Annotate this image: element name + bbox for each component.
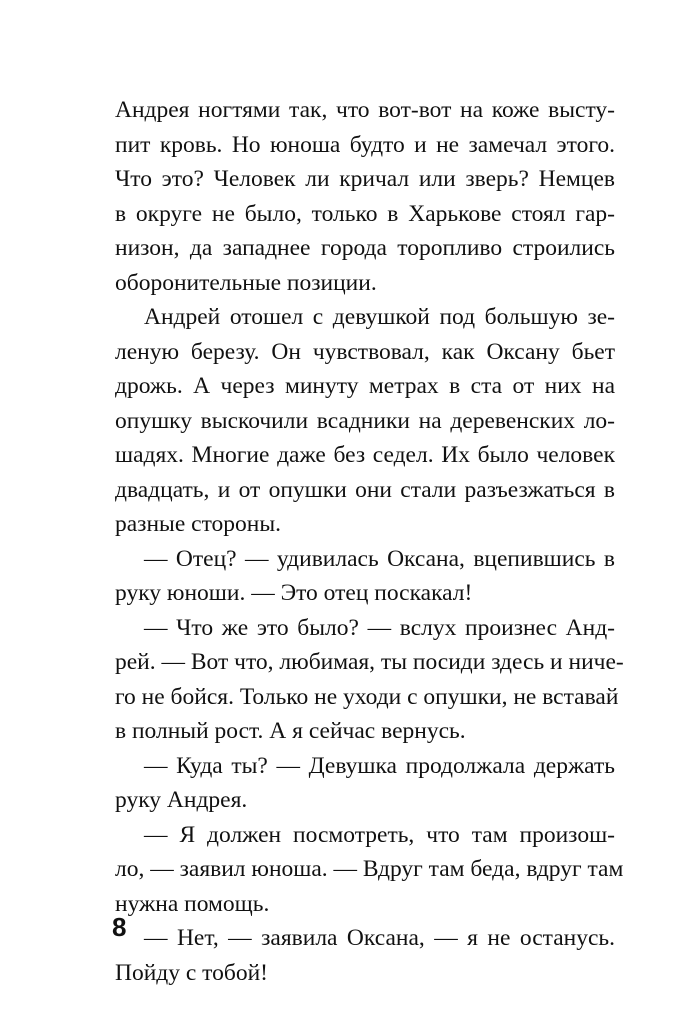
text-line: ло, — заявил юноша. — Вдруг там беда, вдруг там — [115, 856, 624, 882]
text-line: шадях. Многие даже без седел. Их было человек — [115, 442, 615, 468]
text-line: двадцать, и от опушки они стали разъезжаться в — [115, 476, 615, 503]
text-line: — Что же это было? — вслух произнес Анд- — [144, 614, 615, 641]
text-line: Что это? Человек ли кричал или зверь? Немцев — [115, 166, 615, 192]
text-line: — Куда ты? — Девушка продолжала держать — [144, 752, 615, 779]
text-line: руку юноши. — Это отец поскакал! — [115, 580, 473, 606]
text-line: разные стороны. — [115, 511, 282, 537]
body-text — [115, 93, 624, 990]
page-number: 8 — [112, 912, 127, 942]
text-line: — Отец? — удивилась Оксана, вцепившись в — [144, 545, 615, 572]
text-line: в полный рост. А я сейчас вернусь. — [115, 718, 466, 744]
text-line: дрожь. А через минуту метрах в ста от них на — [115, 373, 615, 399]
text-line: рей. — Вот что, любимая, ты посиди здесь и ниче- — [115, 649, 624, 675]
text-line: в округе не было, только в Харькове стоял гар- — [115, 200, 615, 227]
text-line: Пойду с тобой! — [115, 959, 269, 986]
text-line: опушку выскочили всадники на деревенских ло- — [115, 407, 615, 434]
text-line: оборонительные позиции. — [115, 269, 377, 296]
text-line: низон, да западнее города торопливо строились — [115, 235, 615, 261]
text-line: Андрея ногтями так, что вот-вот на коже высту- — [115, 97, 615, 123]
text-line: руку Андрея. — [115, 787, 248, 813]
text-line: — Нет, — заявила Оксана, — я не останусь. — [144, 925, 615, 951]
text-line: — Я должен посмотреть, что там произош- — [144, 821, 615, 848]
text-line: леную березу. Он чувствовал, как Оксану бьет — [115, 338, 615, 365]
text-line: го не бойся. Только не уходи с опушки, не вставай — [115, 683, 619, 710]
text-line: нужна помощь. — [115, 890, 270, 917]
text-line: Андрей отошел с девушкой под большую зе- — [144, 304, 615, 330]
text-line: пит кровь. Но юноша будто и не замечал этого. — [115, 131, 615, 158]
